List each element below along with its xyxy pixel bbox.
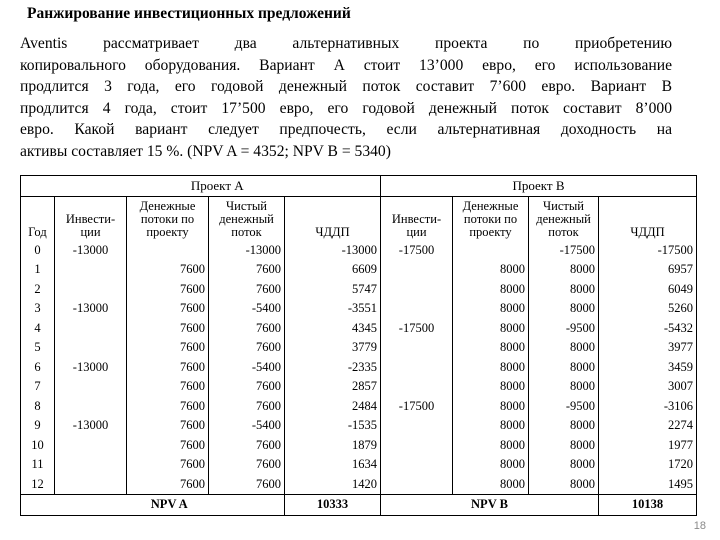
table-cell-b-net: 8000	[529, 299, 599, 319]
table-cell-b-cf: 8000	[453, 319, 529, 339]
project-b-header: Проект В	[381, 176, 697, 197]
table-cell-b-inv	[381, 280, 453, 300]
table-header-projects	[21, 176, 697, 197]
table-cell-year: 8	[21, 397, 55, 417]
table-cell-a-npv: -1535	[285, 416, 381, 436]
table-cell-a-net: 7600	[209, 260, 285, 280]
table-cell-a-npv: -2335	[285, 358, 381, 378]
col-year-header: Год	[21, 196, 55, 241]
table-cell-b-cf: 8000	[453, 397, 529, 417]
table-cell-a-cf: 7600	[127, 475, 209, 495]
table-cell-b-cf: 8000	[453, 280, 529, 300]
paragraph-line: активы составляет 15 %. (NPV A = 4352; NPV B = 5340)	[20, 142, 391, 160]
table-cell-b-npv: 2274	[599, 416, 697, 436]
paragraph-line: продлится 3 года, его годовой денежный поток составит 7’600 евро. Вариант В	[20, 78, 672, 95]
table-cell-b-net: 8000	[529, 416, 599, 436]
table-cell-b-cf: 8000	[453, 416, 529, 436]
table-cell-a-inv	[55, 455, 127, 475]
table-cell-a-net: 7600	[209, 377, 285, 397]
col-b-npv-header: ЧДДП	[599, 196, 697, 241]
table-cell-a-net: 7600	[209, 338, 285, 358]
table-cell-a-inv	[55, 475, 127, 495]
table-cell-b-net: -9500	[529, 397, 599, 417]
table-cell-a-cf: 7600	[127, 299, 209, 319]
table-cell-year: 6	[21, 358, 55, 378]
table-cell-year: 10	[21, 436, 55, 456]
table-cell-b-net: 8000	[529, 455, 599, 475]
table-cell-a-inv: -13000	[55, 299, 127, 319]
table-cell-b-npv: 1720	[599, 455, 697, 475]
col-a-npv-header: ЧДДП	[285, 196, 381, 241]
table-cell-b-cf: 8000	[453, 338, 529, 358]
table-cell-b-inv	[381, 377, 453, 397]
table-cell-a-npv: 5747	[285, 280, 381, 300]
table-cell-b-net: 8000	[529, 475, 599, 495]
table-cell-b-inv	[381, 260, 453, 280]
table-cell-b-npv: 3977	[599, 338, 697, 358]
table-row	[21, 260, 697, 280]
table-cell-a-inv	[55, 319, 127, 339]
col-a-cashflow-header: Денежные потоки по проекту	[127, 196, 209, 241]
table-cell-a-net: 7600	[209, 455, 285, 475]
table-cell-a-inv	[55, 397, 127, 417]
table-cell-b-npv: 6957	[599, 260, 697, 280]
table-cell-a-npv: 1879	[285, 436, 381, 456]
table-cell-a-cf: 7600	[127, 358, 209, 378]
table-cell-a-cf: 7600	[127, 260, 209, 280]
table-footer-npv	[21, 495, 697, 516]
table-cell-a-net: -5400	[209, 358, 285, 378]
table-cell-a-inv	[55, 280, 127, 300]
table-cell-a-npv: 2484	[285, 397, 381, 417]
col-a-invest-header: Инвести- ции	[55, 196, 127, 241]
table-cell-b-npv: -17500	[599, 241, 697, 261]
table-row	[21, 416, 697, 436]
table-cell-year: 9	[21, 416, 55, 436]
table-cell-a-inv	[55, 377, 127, 397]
table-cell-b-inv	[381, 299, 453, 319]
table-cell-a-cf: 7600	[127, 338, 209, 358]
table-cell-a-cf	[127, 241, 209, 261]
table-cell-b-net: 8000	[529, 338, 599, 358]
table-cell-b-npv: 1977	[599, 436, 697, 456]
table-cell-b-inv	[381, 475, 453, 495]
page-number: 18	[693, 520, 706, 532]
table-row	[21, 377, 697, 397]
table-cell-year: 4	[21, 319, 55, 339]
table-row	[21, 241, 697, 261]
paragraph-line: копировального оборудования. Вариант А стоит 13’000 евро, его использование	[20, 56, 672, 74]
table-cell-a-net: -5400	[209, 299, 285, 319]
table-cell-a-inv	[55, 338, 127, 358]
table-cell-a-npv: 4345	[285, 319, 381, 339]
table-cell-year: 12	[21, 475, 55, 495]
table-cell-a-inv	[55, 260, 127, 280]
table-cell-b-net: 8000	[529, 436, 599, 456]
table-cell-b-inv	[381, 416, 453, 436]
paragraph-line: Aventis рассматривает два альтернативных проекта по приобретению	[20, 35, 672, 52]
table-cell-a-npv: 2857	[285, 377, 381, 397]
table-cell-b-npv: -3106	[599, 397, 697, 417]
table-cell-b-inv	[381, 455, 453, 475]
table-cell-b-npv: -5432	[599, 319, 697, 339]
table-cell-a-npv: -13000	[285, 241, 381, 261]
table-cell-a-npv: 1634	[285, 455, 381, 475]
table-cell-year: 1	[21, 260, 55, 280]
table-cell-b-npv: 5260	[599, 299, 697, 319]
table-header-columns	[21, 196, 697, 241]
paragraph-line: продлится 4 года, стоит 17’500 евро, его годовой денежный поток составит 8’000	[20, 99, 672, 117]
table-cell-a-cf: 7600	[127, 455, 209, 475]
table-cell-a-inv: -13000	[55, 241, 127, 261]
table-cell-a-net: 7600	[209, 280, 285, 300]
table-cell-year: 7	[21, 377, 55, 397]
table-cell-b-npv: 3459	[599, 358, 697, 378]
table-cell-a-inv: -13000	[55, 358, 127, 378]
table-cell-b-net: 8000	[529, 377, 599, 397]
table-row	[21, 436, 697, 456]
problem-paragraph	[20, 33, 672, 162]
table-cell-a-net: -13000	[209, 241, 285, 261]
table-cell-b-cf: 8000	[453, 475, 529, 495]
table-cell-a-net: 7600	[209, 475, 285, 495]
npv-table	[20, 175, 697, 516]
table-cell-a-inv	[55, 436, 127, 456]
npv-a-label: NPV A	[55, 495, 285, 516]
table-cell-b-net: 8000	[529, 280, 599, 300]
table-cell-year: 2	[21, 280, 55, 300]
col-b-invest-header: Инвести- ции	[381, 196, 453, 241]
table-row	[21, 280, 697, 300]
table-cell-year: 0	[21, 241, 55, 261]
table-cell-b-cf: 8000	[453, 436, 529, 456]
table-cell-a-npv: 6609	[285, 260, 381, 280]
table-cell-a-npv: -3551	[285, 299, 381, 319]
table-cell-a-cf: 7600	[127, 416, 209, 436]
project-a-header: Проект А	[55, 176, 381, 197]
slide-title: Ранжирование инвестиционных предложений	[27, 5, 351, 22]
npv-a-value: 10333	[285, 495, 381, 516]
table-cell-a-net: -5400	[209, 416, 285, 436]
table-cell-b-npv: 3007	[599, 377, 697, 397]
table-cell-a-cf: 7600	[127, 436, 209, 456]
table-cell-a-net: 7600	[209, 436, 285, 456]
table-cell-b-cf: 8000	[453, 377, 529, 397]
table-cell-b-inv	[381, 338, 453, 358]
npv-b-value: 10138	[599, 495, 697, 516]
table-cell-a-net: 7600	[209, 319, 285, 339]
table-cell-b-inv: -17500	[381, 241, 453, 261]
table-cell-b-net: -9500	[529, 319, 599, 339]
table-cell-b-net: -17500	[529, 241, 599, 261]
table-cell-b-npv: 1495	[599, 475, 697, 495]
npv-b-label: NPV B	[381, 495, 599, 516]
table-cell-b-cf: 8000	[453, 299, 529, 319]
table-cell-b-net: 8000	[529, 260, 599, 280]
table-cell-a-npv: 1420	[285, 475, 381, 495]
table-cell-b-inv: -17500	[381, 397, 453, 417]
table-cell-b-cf: 8000	[453, 260, 529, 280]
table-row	[21, 338, 697, 358]
table-cell-b-cf: 8000	[453, 455, 529, 475]
table-cell-year: 3	[21, 299, 55, 319]
table-cell-a-cf: 7600	[127, 280, 209, 300]
table-row	[21, 475, 697, 495]
table-cell-b-net: 8000	[529, 358, 599, 378]
table-row	[21, 455, 697, 475]
col-b-net-header: Чистый денежный поток	[529, 196, 599, 241]
table-cell-a-npv: 3779	[285, 338, 381, 358]
table-cell-b-cf: 8000	[453, 358, 529, 378]
table-cell-a-cf: 7600	[127, 319, 209, 339]
table-cell-year: 11	[21, 455, 55, 475]
table-cell-a-cf: 7600	[127, 397, 209, 417]
table-row	[21, 358, 697, 378]
table-cell-b-inv	[381, 358, 453, 378]
table-cell-a-cf: 7600	[127, 377, 209, 397]
table-cell-a-inv: -13000	[55, 416, 127, 436]
col-a-net-header: Чистый денежный поток	[209, 196, 285, 241]
table-row	[21, 319, 697, 339]
table-cell-b-cf	[453, 241, 529, 261]
table-cell-b-inv: -17500	[381, 319, 453, 339]
table-row	[21, 299, 697, 319]
table-cell-b-inv	[381, 436, 453, 456]
col-b-cashflow-header: Денежные потоки по проекту	[453, 196, 529, 241]
table-cell-a-net: 7600	[209, 397, 285, 417]
table-cell-b-npv: 6049	[599, 280, 697, 300]
table-cell-year: 5	[21, 338, 55, 358]
table-row	[21, 397, 697, 417]
paragraph-line: евро. Какой вариант следует предпочесть, если альтернативная доходность на	[20, 121, 672, 138]
